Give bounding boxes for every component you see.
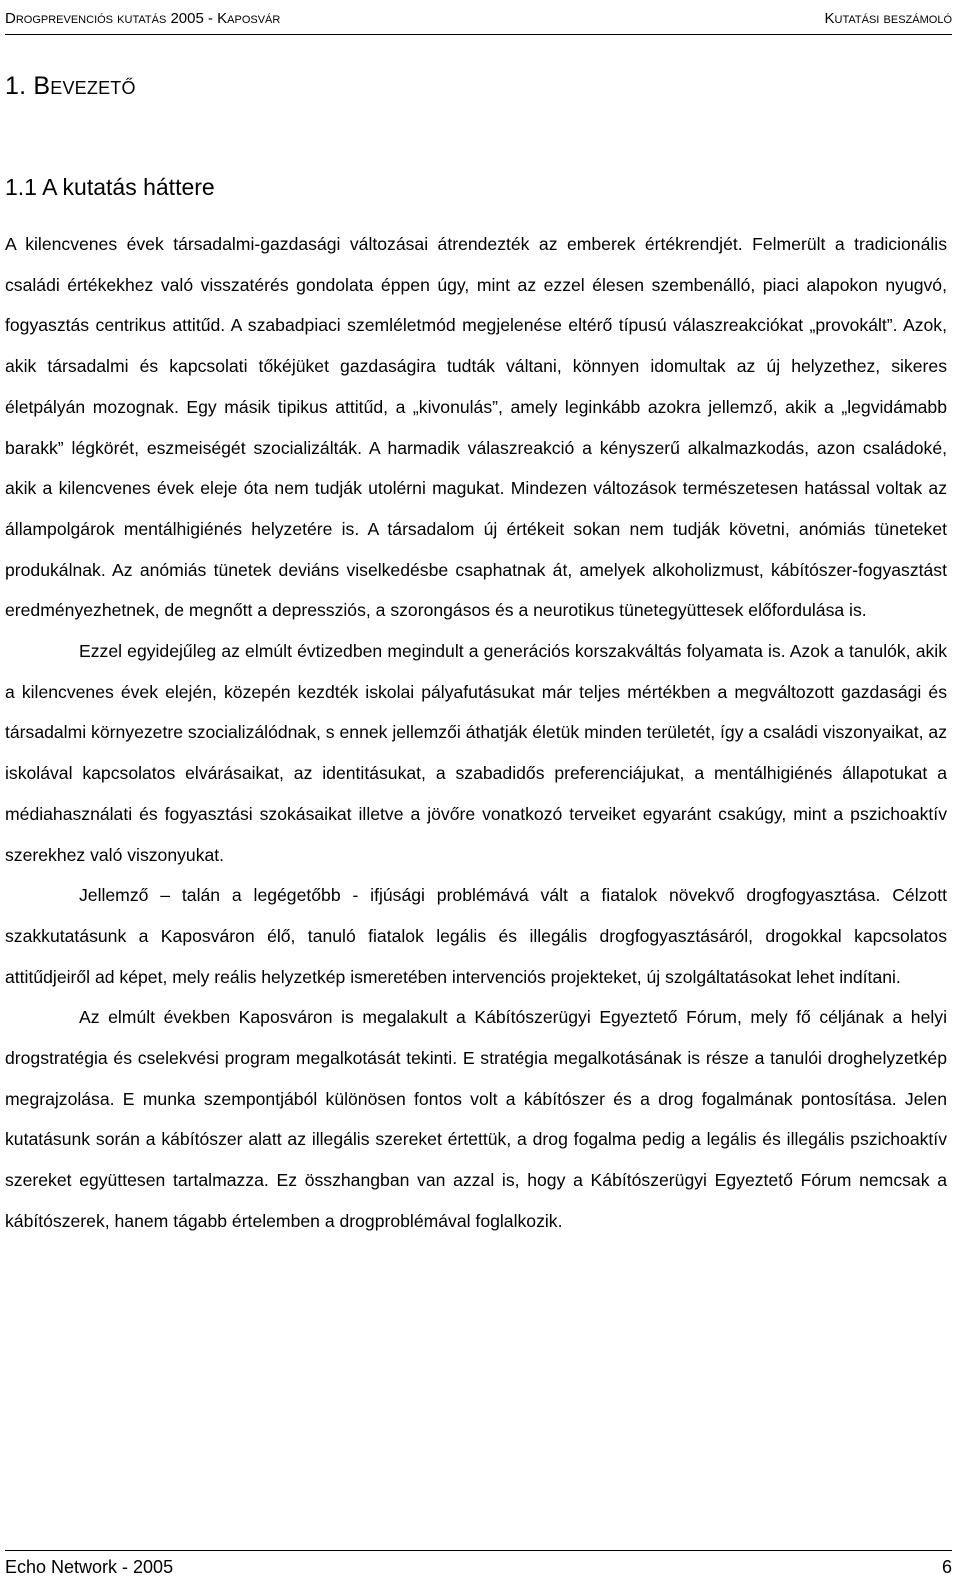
section-title: 1.1 A kutatás háttere xyxy=(5,174,215,200)
header-title: Drogprevenciós kutatás 2005 - Kaposvár xyxy=(5,10,281,27)
paragraph: A kilencvenes évek társadalmi-gazdasági változásai átrendezték az emberek értékrendjét. Felmerült a tradicionális családi értékekhez való visszatérés gondolata éppen úgy, mint az ezzel élesen szembenálló, piaci alapokon nyugvó, fogyasztás centrikus attitűd. A szabadpiaci szemléletmód megjelenése eltérő típusú válaszreakciókat „provokált”. Azok, akik társadalmi és kapcsolati tőkéjüket gazdaságira tudták váltani, könnyen idomultak az új helyzethez, sikeres életpályán mozognak. Egy másik tipikus attitűd, a „kivonulás”, amely leginkább azokra jellemző, akik a „legvidámabb barakk” légkörét, eszmeiségét szocializálták. A harmadik válaszreakció a kényszerű alkalmazkodás, azon családoké, akik a kilencvenes évek eleje óta nem tudják utolérni magukat. Mindezen változások természetesen hatással voltak az állampolgárok mentálhigiénés helyzetére is. A társadalom új értékeit sokan nem tudják követni, anómiás tüneteket produkálnak. Az anómiás tünetek deviáns viselkedésbe csaphatnak át, amelyek alkoholizmust, kábítószer-fogyasztást eredményezhetnek, de megnőtt a depressziós, a szorongásos és a neurotikus tünetegyüttesek előfordulása is. xyxy=(5,234,947,621)
paragraph: Jellemző – talán a legégetőbb - ifjúsági problémává vált a fiatalok növekvő drogfogyasztása. Célzott szakkutatásunk a Kaposváron élő, tanuló fiatalok legális és illegális drogfogyasztásáról, drogokkal kapcsolatos attitűdjeiről ad képet, mely reális helyzetkép ismeretében intervenciós projekteket, új szolgáltatásokat lehet indítani. xyxy=(5,885,947,987)
paragraph: Ezzel egyidejűleg az elmúlt évtizedben megindult a generációs korszakváltás folyamata is. Azok a tanulók, akik a kilencvenes évek elején, közepén kezdték iskolai pályafutásukat már teljes mértékben a megváltozott gazdasági és társadalmi környezetre szocializálódnak, s ennek jellemzői áthatják életük minden területét, így a családi viszonyaikat, az iskolával kapcsolatos elvárásaikat, az identitásukat, a szabadidős preferenciájukat, a mentálhigiénés állapotukat a médiahasználati és fogyasztási szokásaikat illetve a jövőre vonatkozó terveiket egyaránt csakúgy, mint a pszichoaktív szerekhez való viszonyukat. xyxy=(5,641,947,865)
chapter-title: 1. Bevezető xyxy=(5,72,136,100)
body-text xyxy=(5,224,947,1242)
page-footer xyxy=(5,1550,952,1585)
footer-publisher: Echo Network - 2005 xyxy=(5,1557,174,1577)
page-number: 6 xyxy=(941,1557,952,1577)
header-report-label: Kutatási beszámoló xyxy=(824,10,952,27)
page-header xyxy=(5,4,952,35)
paragraph: Az elmúlt években Kaposváron is megalakult a Kábítószerügyi Egyeztető Fórum, mely fő céljának a helyi drogstratégia és cselekvési program megalkotását tekinti. E stratégia megalkotásának is része a tanulói droghelyzetkép megrajzolása. E munka szempontjából különösen fontos volt a kábítószer és a drog fogalmának pontosítása. Jelen kutatásunk során a kábítószer alatt az illegális szereket értettük, a drog fogalma pedig a legális és illegális pszichoaktív szereket együttesen tartalmazza. Ez összhangban van azzal is, hogy a Kábítószerügyi Egyeztető Fórum nemcsak a kábítószerek, hanem tágabb értelemben a drogproblémával foglalkozik. xyxy=(5,1007,947,1231)
